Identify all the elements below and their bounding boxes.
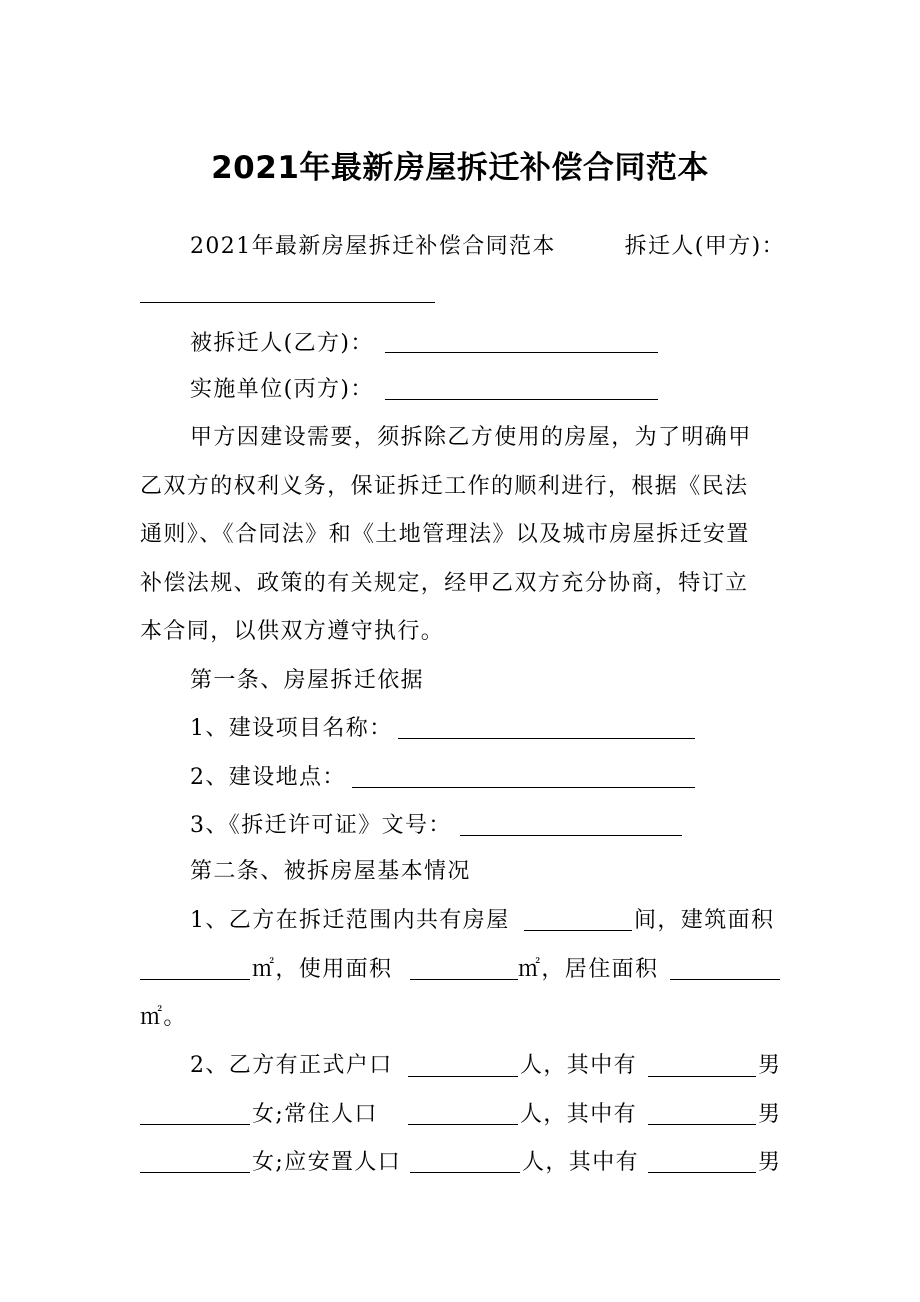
document-title: 2021年最新房屋拆迁补偿合同范本 — [211, 150, 709, 186]
preamble-line-4: 补偿法规、政策的有关规定，经甲乙双方充分协商，特订立 — [140, 571, 749, 596]
preamble-line-1: 甲方因建设需要，须拆除乙方使用的房屋，为了明确甲 — [190, 425, 752, 450]
resettle-residents-label: 女;应安置人口 — [252, 1150, 402, 1175]
building-area-blank — [140, 979, 250, 980]
resettle-of-which-label: 人，其中有 — [522, 1150, 640, 1175]
living-area-label: ㎡，居住面积 — [518, 957, 659, 982]
resettle-male-blank — [648, 1172, 756, 1173]
resettle-male-label: 男 — [758, 1150, 782, 1175]
permit-number-blank — [460, 835, 682, 836]
living-area-unit: ㎡。 — [140, 1005, 187, 1030]
usable-area-label: ㎡，使用面积 — [252, 957, 393, 982]
article2-heading: 第二条、被拆房屋基本情况 — [190, 859, 471, 884]
resettle-residents-blank — [410, 1172, 520, 1173]
building-area-label: 间，建筑面积 — [634, 908, 775, 933]
registered-of-which-label: 人，其中有 — [520, 1053, 638, 1078]
party-c-line — [190, 375, 840, 405]
permanent-residents-blank — [408, 1124, 518, 1125]
rooms-label: 1、乙方在拆迁范围内共有房屋 — [190, 908, 510, 933]
party-b-blank — [385, 352, 658, 353]
party-c-label: 实施单位(丙方)： — [190, 377, 374, 402]
living-area-blank — [670, 979, 780, 980]
party-a-blank — [140, 302, 435, 303]
subtitle-line — [190, 232, 840, 262]
construction-site-label: 2、建设地点： — [190, 765, 346, 790]
registered-female-blank — [140, 1124, 250, 1125]
permit-number-label: 3、《拆迁许可证》文号： — [190, 813, 452, 838]
article1-item3 — [190, 811, 840, 841]
construction-site-blank — [352, 787, 695, 788]
party-b-line — [190, 329, 840, 359]
permanent-of-which-label: 人，其中有 — [520, 1102, 638, 1127]
registered-residents-label: 2、乙方有正式户口 — [190, 1053, 393, 1078]
usable-area-blank — [410, 979, 518, 980]
registered-male-blank — [648, 1076, 756, 1077]
preamble-line-3: 通则》、《合同法》和《土地管理法》以及城市房屋拆迁安置 — [140, 522, 750, 547]
article1-item2 — [190, 763, 840, 793]
article1-item1 — [190, 714, 840, 744]
project-name-label: 1、建设项目名称： — [190, 716, 393, 741]
permanent-male-blank — [648, 1124, 756, 1125]
party-c-blank — [385, 399, 658, 400]
rooms-blank — [524, 930, 632, 931]
party-b-label: 被拆迁人(乙方)： — [190, 331, 374, 356]
registered-residents-blank — [408, 1076, 518, 1077]
subtitle: 2021年最新房屋拆迁补偿合同范本 — [190, 234, 556, 259]
permanent-residents-label: 女;常住人口 — [252, 1102, 378, 1127]
party-a-label: 拆迁人(甲方)： — [624, 234, 785, 259]
preamble-line-2: 乙双方的权利义务，保证拆迁工作的顺利进行，根据《民法 — [140, 474, 749, 499]
preamble-line-5: 本合同，以供双方遵守执行。 — [140, 619, 445, 644]
permanent-female-blank — [140, 1172, 250, 1173]
project-name-blank — [398, 738, 695, 739]
permanent-male-label: 男 — [758, 1102, 782, 1127]
registered-male-label: 男 — [758, 1053, 782, 1078]
article1-heading: 第一条、房屋拆迁依据 — [190, 668, 425, 693]
